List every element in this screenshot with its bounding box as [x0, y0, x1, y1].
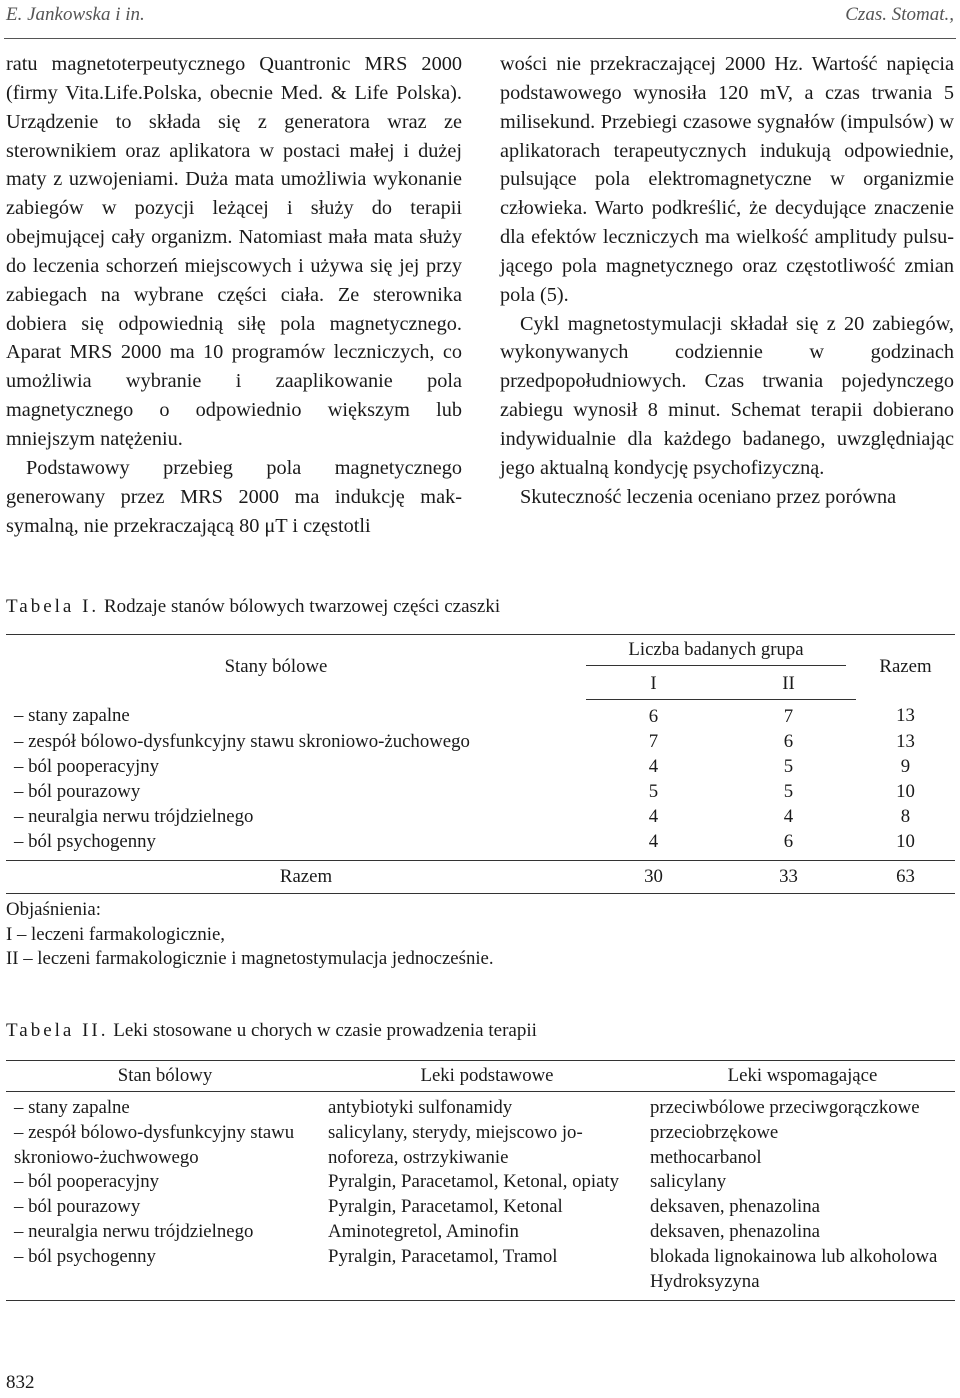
support-drug-item: przeciobrzękowe [650, 1121, 779, 1143]
cell-group-i: 5 [648, 780, 659, 802]
table-pain-states [6, 634, 955, 894]
cell-group-ii: 4 [783, 805, 794, 827]
basic-drug-item: antybiotyki sulfonamidy [328, 1097, 513, 1118]
cell-group-i: 4 [648, 830, 659, 852]
table-row [6, 1092, 955, 1301]
state-item: – stany zapalne [14, 1097, 130, 1118]
support-drug-item: deksaven, phenazolina [650, 1196, 821, 1218]
cell-group-ii: 6 [783, 830, 794, 852]
support-drugs-cell [646, 1092, 955, 1301]
col-header-group-i: I [586, 669, 721, 700]
row-label: – ból psychogenny [14, 830, 156, 852]
table1-caption-prefix: Tabela I. [6, 596, 100, 617]
state-item: – ból psychogenny [14, 1245, 156, 1267]
paragraph: ratu magnetoterpeutycznego Quantronic MRS 2000 (firmy Vita.Life.Polska, obecnie Med. & Life Polska). Urządzenie to składa się z generatora wraz ze sterownikiem oraz aplikatora w postaci małej i dużej maty z uzwojeniami. Duża mata umożliwia wykonanie zabiegów w pozycji leżącej i służy do terapii obejmującej cały organizm. Natomiast mała mata służy do leczenia schorzeń miejscowych i używa się jej przy zabiegach na wybrane części ciała. Ze sterownika dobiera się odpowiednią siłę pola magnetycznego. Aparat MRS 2000 ma 10 programów leczniczych, co umożliwia wybranie i zaaplikowanie pola magnetycznego o odpowiednio większym lub mniejszym natężeniu. [6, 53, 462, 450]
cell-group-ii: 7 [783, 705, 794, 727]
table2-caption-text: Leki stosowane u chorych w czasie prowadzenia terapii [108, 1020, 537, 1041]
table1-notes [6, 898, 494, 972]
support-drug-item: methocarbanol [650, 1146, 762, 1168]
basic-drug-item: Pyralgin, Paracetamol, Ketonal, opiaty [328, 1171, 620, 1193]
header-rule [4, 38, 956, 39]
cell-group-ii: 5 [783, 755, 794, 777]
table1-caption-text: Rodzaje stanów bólowych twarzowej części czaszki [99, 596, 501, 617]
note-group-ii: II – leczeni farmakologicznie i magnetostymulacja jednocześnie. [6, 948, 494, 970]
table-header-row [6, 635, 955, 670]
running-header-authors: E. Jankowska i in. [6, 4, 145, 25]
total-all: 63 [856, 861, 955, 894]
total-group-i: 30 [586, 861, 721, 894]
table-row [6, 754, 955, 779]
basic-drug-item: salicylany, sterydy, miejscowo jonoforeza, ostrzykiwanie [328, 1121, 583, 1168]
note-group-i: I – leczeni farmakologicznie, [6, 923, 226, 945]
state-item: – zespół bólowo-dysfunkcyjny stawu skroniowo-żuchwowego [14, 1121, 295, 1168]
page-number: 832 [6, 1372, 35, 1393]
table-total-row [6, 861, 955, 894]
table-row [6, 779, 955, 804]
basic-drugs-cell [324, 1092, 646, 1301]
state-item: – ból pourazowy [14, 1196, 141, 1218]
notes-title: Objaśnienia: [6, 899, 101, 920]
support-drug-item: Hydroksyzyna [650, 1270, 760, 1292]
total-label: Razem [6, 861, 586, 894]
cell-total: 10 [896, 780, 915, 802]
paragraph: Skuteczność leczenia oceniano przez porówna [520, 485, 897, 508]
table1-caption [6, 596, 500, 618]
basic-drug-item: Pyralgin, Paracetamol, Ketonal [328, 1196, 563, 1218]
states-cell [6, 1092, 324, 1301]
col-header-states: Stany bólowe [224, 656, 328, 678]
row-label: – neuralgia nerwu trójdzielnego [14, 805, 254, 827]
cell-group-i: 4 [648, 755, 659, 777]
body-column-right [500, 50, 954, 512]
row-label: – ból pourazowy [14, 780, 141, 802]
row-label: – ból pooperacyjny [14, 755, 159, 777]
table-drugs [6, 1060, 955, 1301]
col-header-total: Razem [879, 656, 932, 678]
row-label: – stany zapalne [14, 705, 130, 727]
cell-group-i: 7 [648, 730, 659, 752]
cell-group-ii: 5 [783, 780, 794, 802]
col-header-state: Stan bólowy [6, 1061, 324, 1092]
support-drug-item: salicylany [650, 1171, 727, 1193]
body-column-left [6, 50, 462, 540]
state-item: – ból pooperacyjny [14, 1171, 159, 1193]
state-item: – neuralgia nerwu trójdzielnego [14, 1220, 254, 1242]
running-header-journal: Czas. Stomat., [845, 4, 954, 25]
support-drug-item: przeciwbólowe przeciwgorączkowe [650, 1097, 920, 1118]
table2-caption [6, 1020, 537, 1042]
cell-total: 13 [896, 705, 915, 727]
support-drug-item: deksaven, phenazolina [650, 1220, 821, 1242]
basic-drug-item: Pyralgin, Paracetamol, Tramol [328, 1245, 558, 1267]
table-row [6, 700, 955, 730]
cell-total: 9 [900, 755, 911, 777]
paragraph: wości nie przekraczającej 2000 Hz. Wartość napięcia podstawowego wynosiła 120 mV, a czas trwania 5 milisekund. Przebiegi czasowe sygnałów (impulsów) w aplikatorach terapeutycznych indukują odpowiednie, pulsujące pola elektromagnetyczne w organizmie człowieka. Warto podkreślić, że decydujące znaczenie dla efektów leczniczych ma wielkość amplitudy pulsującego pola magnetycznego oraz częstotliwość zmian pola (5). [500, 53, 954, 306]
table-row [6, 729, 955, 754]
col-header-group [586, 635, 856, 670]
table-row [6, 804, 955, 829]
cell-group-i: 6 [648, 705, 659, 727]
table-row [6, 829, 955, 861]
col-header-support: Leki wspomagające [646, 1061, 955, 1092]
cell-group-i: 4 [648, 805, 659, 827]
col-header-basic: Leki podstawowe [324, 1061, 646, 1092]
cell-total: 10 [896, 830, 915, 852]
col-header-group-ii: II [721, 669, 856, 700]
total-group-ii: 33 [721, 861, 856, 894]
paragraph: Podstawowy przebieg pola magnetycznego generowany przez MRS 2000 ma indukcję maksymalną, nie przekraczającą 80 μT i częstotli [6, 456, 462, 537]
cell-total: 13 [896, 730, 915, 752]
table-header-row [6, 1061, 955, 1092]
row-label: – zespół bólowo-dysfunkcyjny stawu skroniowo-żuchowego [14, 730, 470, 752]
basic-drug-item: Aminotegretol, Aminofin [328, 1220, 519, 1242]
paragraph: Cykl magnetostymulacji składał się z 20 zabiegów, wykonywanych codziennie w godzinach przedpopołudniowych. Czas trwania pojedynczego zabiegu wynosił 8 minut. Schemat terapii dobierano indywidualnie dla każdego badanego, uwzględniając jego aktualną kondycję psychofizyczną. [500, 312, 954, 479]
support-drug-item: blokada lignokainowa lub alkoholowa [650, 1245, 938, 1267]
table2-caption-prefix: Tabela II. [6, 1020, 109, 1041]
cell-total: 8 [900, 805, 911, 827]
cell-group-ii: 6 [783, 730, 794, 752]
col-header-group-label: Liczba badanych grupa [586, 639, 846, 666]
